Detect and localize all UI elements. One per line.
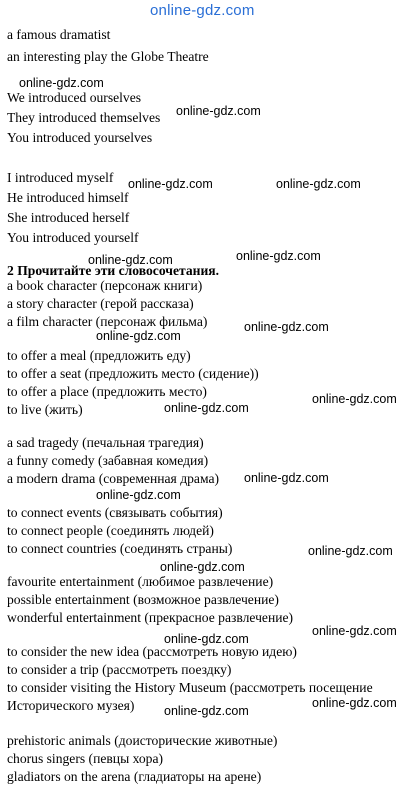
text-line: They introduced themselves [7,110,161,125]
watermark: online-gdz.com [96,488,181,502]
text-line: to connect people (соединять людей) [7,523,214,538]
text-line: chorus singers (певцы хора) [7,751,164,766]
text-line: You introduced yourself [7,230,139,245]
text-line: to live (жить) [7,402,83,417]
watermark: online-gdz.com [164,401,249,415]
text-line: a modern drama (современная драма) [7,471,220,486]
text-line: I introduced myself [7,170,114,185]
watermark: online-gdz.com [164,704,249,718]
watermark: online-gdz.com [312,624,397,638]
text-line: She introduced herself [7,210,130,225]
text-line: You introduced yourselves [7,130,153,145]
text-line: an interesting play the Globe Theatre [7,49,209,64]
text-line: He introduced himself [7,190,129,205]
text-line: to offer a seat (предложить место (сидение)) [7,366,259,381]
watermark: online-gdz.com [96,329,181,343]
watermark: online-gdz.com [128,177,213,191]
text-line: to connect countries (соединять страны) [7,541,233,556]
text-line: a sad tragedy (печальная трагедия) [7,435,204,450]
text-line: a funny comedy (забавная комедия) [7,453,209,468]
watermark: online-gdz.com [244,320,329,334]
watermark: online-gdz.com [236,249,321,263]
text-line: Исторического музея) [7,698,135,713]
watermark: online-gdz.com [312,696,397,710]
text-line: to consider the new idea (рассмотреть новую идею) [7,644,297,659]
text-line: a book character (персонаж книги) [7,278,203,293]
watermark: online-gdz.com [19,76,104,90]
watermark: online-gdz.com [88,253,173,267]
watermark: online-gdz.com [160,560,245,574]
watermark: online-gdz.com [308,544,393,558]
text-line: prehistoric animals (доисторические животные) [7,733,278,748]
watermark: online-gdz.com [276,177,361,191]
section-heading: 2 Прочитайте эти словосочетания. [7,263,220,278]
text-line: to offer a place (предложить место) [7,384,207,399]
text-line: to consider a trip (рассмотреть поездку) [7,662,232,677]
watermark: online-gdz.com [312,392,397,406]
text-line: to offer a meal (предложить еду) [7,348,191,363]
watermark: online-gdz.com [164,632,249,646]
watermark: online-gdz.com [176,104,261,118]
text-line: a film character (персонаж фильма) [7,314,208,329]
text-line: We introduced ourselves [7,90,142,105]
text-line: a story character (герой рассказа) [7,296,194,311]
text-line: to consider visiting the History Museum (рассмотреть посещение [7,680,373,695]
watermark: online-gdz.com [150,2,255,19]
text-line: a famous dramatist [7,27,111,42]
text-line: favourite entertainment (любимое развлечение) [7,574,274,589]
text-line: gladiators on the arena (гладиаторы на арене) [7,769,262,784]
text-line: possible entertainment (возможное развлечение) [7,592,279,607]
watermark: online-gdz.com [244,471,329,485]
text-line: to connect events (связывать события) [7,505,223,520]
text-line: wonderful entertainment (прекрасное развлечение) [7,610,294,625]
